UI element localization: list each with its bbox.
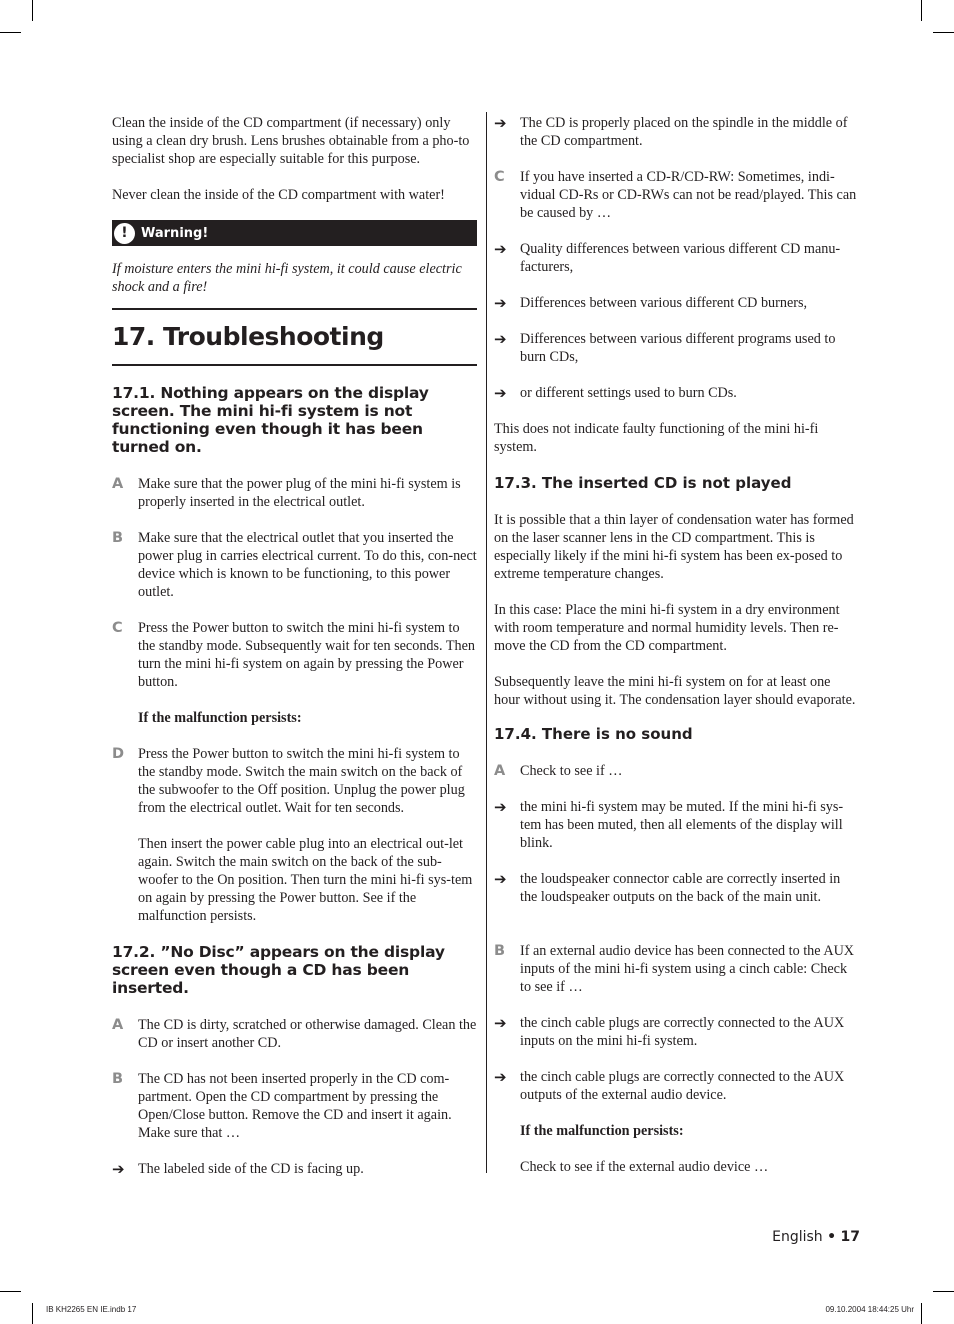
arrow-item	[494, 330, 860, 366]
arrow-right-icon: ➔	[494, 870, 507, 888]
footer-separator: •	[827, 1229, 837, 1245]
list-marker: A	[494, 763, 506, 779]
arrow-right-icon: ➔	[494, 240, 507, 258]
arrow-right-icon: ➔	[112, 1160, 125, 1178]
list-item-text: Make sure that the electrical outlet that you inserted the power plug in carries electrical current. To do this, con-nect device which is known to be functioning, to this power outlet.	[138, 530, 477, 600]
warning-box	[112, 220, 477, 246]
list-item-text: Check to see if …	[520, 763, 623, 779]
arrow-item	[494, 114, 860, 150]
exclamation-icon: !	[114, 223, 135, 244]
arrow-item	[494, 1014, 860, 1050]
arrow-item-text: or different settings used to burn CDs.	[520, 385, 737, 401]
list-item-text: If you have inserted a CD-R/CD-RW: Sometimes, indi-vidual CD-Rs or CD-RWs can not be read/played. This can be caused by …	[520, 169, 857, 221]
section-title-17-3: 17.3. The inserted CD is not played	[494, 474, 792, 492]
arrow-item-text: Quality differences between various different CD manu-facturers,	[520, 241, 841, 275]
list-item-text: Make sure that the power plug of the mini hi-fi system is properly inserted in the electrical outlet.	[138, 476, 461, 510]
arrow-item-text: the cinch cable plugs are correctly connected to the AUX inputs on the mini hi-fi system.	[520, 1015, 845, 1049]
crop-mark	[933, 32, 954, 33]
arrow-item-text: the mini hi-fi system may be muted. If the mini hi-fi sys-tem has been muted, then all elements of the display will blink.	[520, 799, 844, 851]
list-marker: C	[494, 169, 505, 185]
crop-mark	[32, 1303, 33, 1324]
list-marker: A	[112, 476, 124, 492]
arrow-right-icon: ➔	[494, 330, 507, 348]
footer-language: English	[772, 1229, 823, 1245]
column-divider	[486, 112, 487, 1173]
crop-mark	[0, 32, 21, 33]
arrow-right-icon: ➔	[494, 1014, 507, 1032]
arrow-right-icon: ➔	[494, 798, 507, 816]
list-item	[112, 745, 477, 817]
list-item-text: If an external audio device has been connected to the AUX inputs of the mini hi-fi system using a cinch cable: Check to see if …	[520, 943, 855, 995]
arrow-item	[494, 240, 860, 276]
arrow-item	[494, 1068, 860, 1104]
crop-mark	[32, 0, 33, 21]
arrow-item	[112, 1160, 477, 1178]
arrow-item-text: Differences between various different CD burners,	[520, 295, 808, 311]
left-column	[112, 114, 477, 1178]
list-item	[112, 619, 477, 691]
arrow-item-text: the loudspeaker connector cable are correctly inserted in the loudspeaker outputs on the back of the main unit.	[520, 871, 841, 905]
page-footer	[760, 1229, 860, 1245]
crop-mark	[921, 1303, 922, 1324]
section-title-17-2: 17.2. ”No Disc” appears on the display screen even though a CD has been inserted.	[112, 943, 445, 997]
crop-mark	[933, 1291, 954, 1292]
list-item	[112, 529, 477, 601]
list-marker: B	[494, 943, 506, 959]
condensation-paragraph: It is possible that a thin layer of condensation water has formed on the laser scanner lens in the CD compartment. This is especially likely if the mini hi-fi system has been ex-posed to extreme temperature changes.	[494, 512, 854, 582]
list-item-continuation: Then insert the power cable plug into an electrical out-let again. Switch the main switch on the back of the sub-woofer to the On position. Then turn the mini hi-fi sys-tem on again by pressing the Power button. See if the malfunction persists.	[138, 836, 473, 924]
crop-mark	[0, 1291, 21, 1292]
arrow-item	[494, 384, 860, 402]
list-item-text: The CD is dirty, scratched or otherwise damaged. Clean the CD or insert another CD.	[138, 1017, 477, 1051]
water-warning-paragraph: Never clean the inside of the CD compartment with water!	[112, 187, 445, 203]
list-marker: D	[112, 746, 125, 762]
warning-text: If moisture enters the mini hi-fi system, it could cause electric shock and a fire!	[112, 261, 462, 295]
print-slug-left: IB KH2265 EN IE.indb 17	[46, 1305, 137, 1314]
list-item	[112, 1016, 477, 1052]
arrow-right-icon: ➔	[494, 294, 507, 312]
list-item	[494, 942, 860, 996]
evaporate-paragraph: Subsequently leave the mini hi-fi system on for at least one hour without using it. The condensation layer should evaporate.	[494, 674, 856, 708]
right-column	[494, 114, 860, 1176]
section-title-17-4: 17.4. There is no sound	[494, 725, 693, 743]
list-item	[112, 1070, 477, 1142]
arrow-right-icon: ➔	[494, 114, 507, 132]
list-marker: A	[112, 1017, 124, 1033]
list-item-text: Press the Power button to switch the mini hi-fi system to the standby mode. Switch the main switch on the back of the subwoofer to the Off position. Unplug the power plug from the electrical outlet. Wait for ten seconds.	[138, 746, 465, 816]
arrow-item	[494, 294, 860, 312]
list-item	[494, 168, 860, 222]
arrow-item-text: Differences between various different programs used to burn CDs,	[520, 331, 836, 365]
list-marker: C	[112, 620, 123, 636]
final-check-paragraph: Check to see if the external audio device …	[520, 1159, 769, 1175]
arrow-item-text: The labeled side of the CD is facing up.	[138, 1161, 364, 1177]
arrow-item	[494, 870, 860, 906]
page-number: 17	[840, 1229, 860, 1245]
list-marker: B	[112, 1071, 124, 1087]
crop-mark	[921, 0, 922, 21]
chapter-rule-bottom	[112, 364, 477, 366]
note-paragraph: This does not indicate faulty functioning of the mini hi-fi system.	[494, 421, 819, 455]
dry-environment-paragraph: In this case: Place the mini hi-fi system in a dry environment with room temperature and normal humidity levels. Then re-move the CD from the CD compartment.	[494, 602, 840, 654]
arrow-item-text: the cinch cable plugs are correctly connected to the AUX outputs of the external audio device.	[520, 1069, 845, 1103]
arrow-item-text: The CD is properly placed on the spindle in the middle of the CD compartment.	[520, 115, 848, 149]
list-item-text: The CD has not been inserted properly in the CD com-partment. Open the CD compartment by pressing the Open/Close button. Remove the CD and insert it again. Make sure that …	[138, 1071, 452, 1141]
arrow-right-icon: ➔	[494, 1068, 507, 1086]
arrow-item	[494, 798, 860, 852]
list-item	[112, 475, 477, 511]
warning-label: Warning!	[141, 225, 209, 241]
cleaning-paragraph: Clean the inside of the CD compartment (if necessary) only using a clean dry brush. Lens brushes obtainable from a pho-to specialist shop are especially suitable for this purpose.	[112, 115, 470, 167]
section-title-17-1: 17.1. Nothing appears on the display screen. The mini hi-fi system is not functioning even though it has been turned on.	[112, 384, 429, 456]
arrow-right-icon: ➔	[494, 384, 507, 402]
list-item-text: Press the Power button to switch the mini hi-fi system to the standby mode. Subsequently wait for ten seconds. Then turn the mini hi-fi system on again by pressing the Power button.	[138, 620, 476, 690]
malfunction-persists-label: If the malfunction persists:	[138, 710, 302, 726]
chapter-title: 17. Troubleshooting	[112, 322, 384, 351]
list-item	[494, 762, 860, 780]
malfunction-persists-label: If the malfunction persists:	[520, 1123, 684, 1139]
print-slug-right: 09.10.2004 18:44:25 Uhr	[825, 1305, 914, 1314]
list-marker: B	[112, 530, 124, 546]
